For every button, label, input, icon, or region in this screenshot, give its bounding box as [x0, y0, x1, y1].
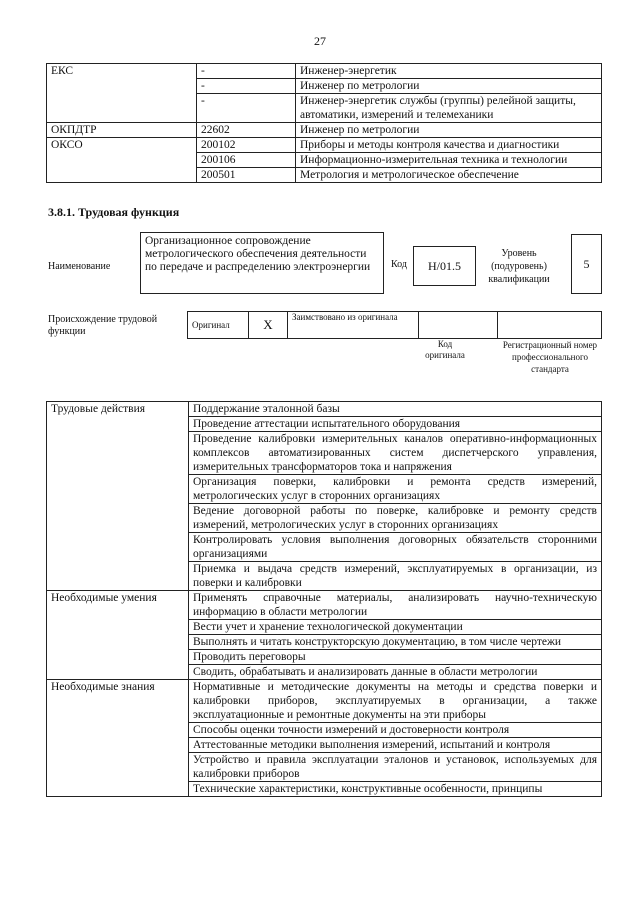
- section-title: 3.8.1. Трудовая функция: [48, 205, 180, 219]
- requirement-item: Проведение калибровки измерительных каналов оперативно-информационных комплексов автоматизированных систем диспетчерского управления, измерительных трансформаторов тока и напряжения: [189, 432, 602, 475]
- original-mark: X: [249, 312, 288, 339]
- classification-code: 200102: [197, 138, 296, 153]
- requirement-item: Приемка и выдача средств измерений, эксплуатируемых в организации, из поверки и калибровки: [189, 562, 602, 591]
- classification-group: ЕКС: [47, 64, 197, 123]
- function-name-box: [140, 232, 384, 294]
- classification-table: [46, 63, 602, 183]
- classification-code: 22602: [197, 123, 296, 138]
- requirement-item: Применять справочные материалы, анализировать научно-техническую информацию в области метрологии: [189, 591, 602, 620]
- classification-name: Метрология и метрологическое обеспечение: [296, 168, 602, 183]
- classification-row: [47, 138, 602, 153]
- classification-group: ОКСО: [47, 138, 197, 183]
- requirement-item: Организация поверки, калибровки и ремонта средств измерений, метрологических услуг в сторонних организациях: [189, 475, 602, 504]
- category-label: Необходимые знания: [47, 680, 189, 797]
- requirement-item: Контролировать условия выполнения договорных обязательств сторонними организациями: [189, 533, 602, 562]
- requirement-item: Устройство и правила эксплуатации эталонов и установок, используемых для калибровки приборов: [189, 753, 602, 782]
- function-name-value: Организационное сопровождение метрологического обеспечения деятельности по передаче и распределению электроэнергии: [145, 235, 371, 273]
- classification-name: Инженер-энергетик: [296, 64, 602, 79]
- classification-row: [47, 64, 602, 79]
- classification-group: ОКПДТР: [47, 123, 197, 138]
- requirement-item: Способы оценки точности измерений и достоверности контроля: [189, 723, 602, 738]
- code-value: H/01.5: [428, 259, 461, 273]
- original-code-cell: [419, 312, 498, 339]
- classification-code: -: [197, 79, 296, 94]
- table-row: [47, 402, 602, 417]
- classification-code: 200106: [197, 153, 296, 168]
- level-box: [571, 234, 602, 294]
- name-label: Наименование: [48, 261, 111, 272]
- requirement-item: Ведение договорной работы по поверке, калибровке и ремонту средств измерений, метрологических услуг в сторонних организациях: [189, 504, 602, 533]
- registration-caption: Регистрационный номер профессионального стандарта: [502, 340, 598, 374]
- classification-code: -: [197, 94, 296, 123]
- classification-code: -: [197, 64, 296, 79]
- page-number: 27: [314, 34, 326, 48]
- requirement-item: Выполнять и читать конструкторскую документацию, в том числе чертежи: [189, 635, 602, 650]
- original-label: Оригинал: [188, 312, 249, 339]
- requirement-item: Аттестованные методики выполнения измерений, испытаний и контроля: [189, 738, 602, 753]
- classification-name: Инженер-энергетик службы (группы) релейной защиты, автоматики, измерений и телемеханики: [296, 94, 602, 123]
- code-caption: Код оригинала: [425, 339, 465, 360]
- origin-label: Происхождение трудовой функции: [48, 314, 158, 337]
- requirement-item: Нормативные и методические документы на методы и средства поверки и калибровки приборов, эксплуатируемых в организации, а также эксплуатационные и ремонтные документы на эти приборы: [189, 680, 602, 723]
- requirement-item: Вести учет и хранение технологической документации: [189, 620, 602, 635]
- table-row: [47, 591, 602, 620]
- category-label: Необходимые умения: [47, 591, 189, 680]
- requirement-item: Сводить, обрабатывать и анализировать данные в области метрологии: [189, 665, 602, 680]
- function-details-table: [46, 401, 602, 797]
- category-label: Трудовые действия: [47, 402, 189, 591]
- borrowed-label: Заимствовано из оригинала: [288, 312, 419, 339]
- level-label: Уровень (подуровень) квалификации: [488, 248, 550, 285]
- classification-row: [47, 123, 602, 138]
- requirement-item: Поддержание эталонной базы: [189, 402, 602, 417]
- table-row: [47, 680, 602, 723]
- classification-name: Инженер по метрологии: [296, 123, 602, 138]
- code-box: [413, 246, 476, 286]
- requirement-item: Проводить переговоры: [189, 650, 602, 665]
- requirement-item: Технические характеристики, конструктивные особенности, принципы: [189, 782, 602, 797]
- classification-code: 200501: [197, 168, 296, 183]
- code-label: Код: [391, 259, 407, 270]
- classification-name: Инженер по метрологии: [296, 79, 602, 94]
- level-value: 5: [583, 257, 590, 271]
- registration-number-cell: [498, 312, 602, 339]
- classification-name: Приборы и методы контроля качества и диагностики: [296, 138, 602, 153]
- origin-table: [187, 311, 602, 339]
- classification-name: Информационно-измерительная техника и технологии: [296, 153, 602, 168]
- requirement-item: Проведение аттестации испытательного оборудования: [189, 417, 602, 432]
